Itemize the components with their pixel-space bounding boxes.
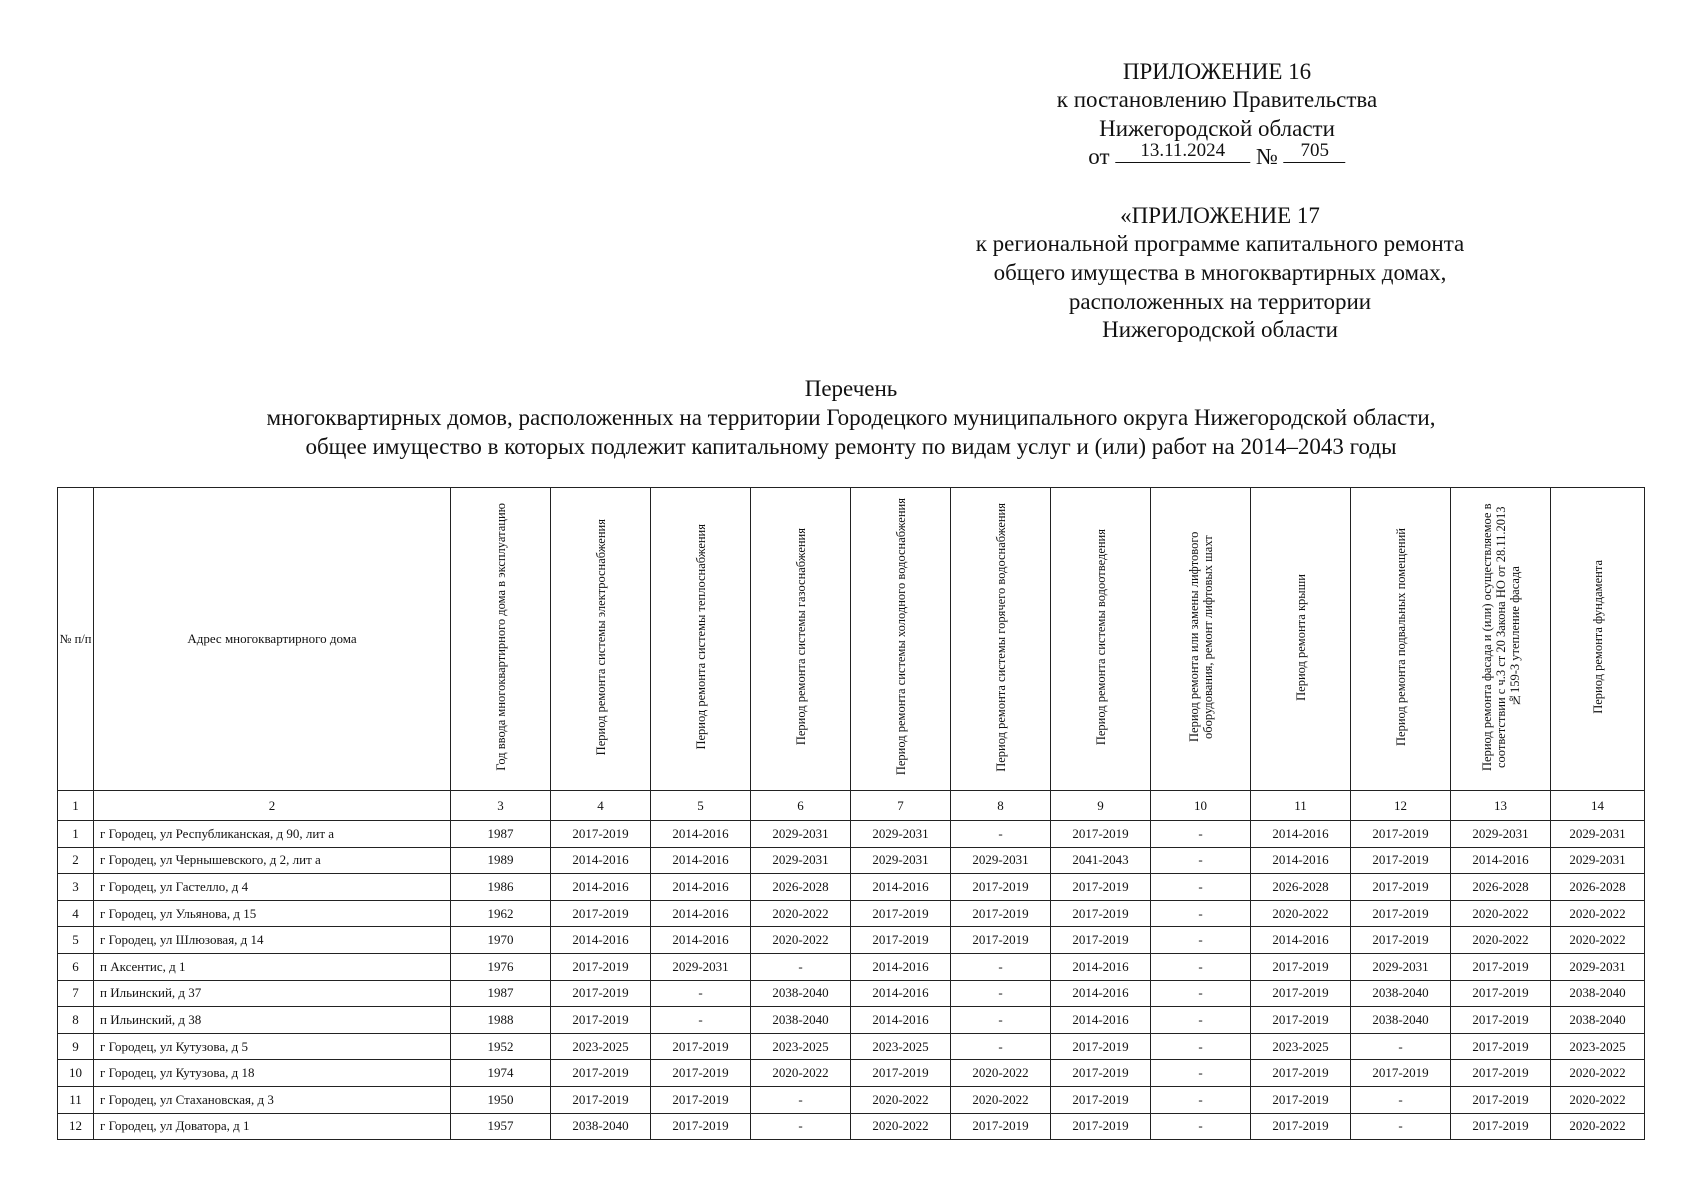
table-cell: 2017-2019	[951, 874, 1051, 901]
table-cell: 2020-2022	[851, 1086, 951, 1113]
address-cell: г Городец, ул Кутузова, д 18	[94, 1060, 451, 1087]
table-cell: 2038-2040	[751, 980, 851, 1007]
table-row	[58, 1086, 1645, 1113]
appendix-subtitle-line1: к постановлению Правительства	[1056, 87, 1378, 112]
table-cell: -	[1151, 1086, 1251, 1113]
table-cell: 1950	[451, 1086, 551, 1113]
table-cell: 1987	[451, 821, 551, 848]
address-cell: г Городец, ул Ульянова, д 15	[94, 900, 451, 927]
address-cell: г Городец, ул Гастелло, д 4	[94, 874, 451, 901]
address-cell: г Городец, ул Республиканская, д 90, лит а	[94, 821, 451, 848]
table-cell: 2029-2031	[751, 847, 851, 874]
column-number: 13	[1451, 791, 1551, 821]
table-cell: 2029-2031	[951, 847, 1051, 874]
table-cell: -	[1151, 900, 1251, 927]
address-cell: п Ильинский, д 38	[94, 1007, 451, 1034]
column-number: 5	[651, 791, 751, 821]
table-cell: -	[1351, 1033, 1451, 1060]
table-cell: 2017-2019	[1451, 1033, 1551, 1060]
table-cell: 2017-2019	[1251, 1086, 1351, 1113]
table-cell: -	[651, 980, 751, 1007]
header-facade	[1451, 488, 1551, 791]
table-cell: 2020-2022	[751, 1060, 851, 1087]
houses-table	[57, 487, 1645, 1140]
table-cell: 2014-2016	[851, 980, 951, 1007]
table-cell: -	[751, 953, 851, 980]
table-cell: -	[1351, 1086, 1451, 1113]
table-cell: 2017-2019	[1351, 900, 1451, 927]
table-cell: 2014-2016	[551, 927, 651, 954]
date-value: 13.11.2024	[1115, 140, 1250, 163]
table-cell: 1957	[451, 1113, 551, 1140]
table-cell: 2014-2016	[1251, 821, 1351, 848]
table-cell: 1989	[451, 847, 551, 874]
table-cell: 2017-2019	[1051, 874, 1151, 901]
table-cell: 1970	[451, 927, 551, 954]
table-cell: 2017-2019	[1451, 1007, 1551, 1034]
table-cell: 2023-2025	[851, 1033, 951, 1060]
table-cell: -	[1151, 1033, 1251, 1060]
table-cell: 2017-2019	[851, 900, 951, 927]
address-cell: г Городец, ул Доватора, д 1	[94, 1113, 451, 1140]
table-cell: 2014-2016	[851, 953, 951, 980]
table-cell: 2017-2019	[1051, 821, 1151, 848]
table-cell: 2017-2019	[951, 900, 1051, 927]
table-cell: 2014-2016	[851, 874, 951, 901]
table-cell: 2017-2019	[1051, 927, 1151, 954]
table-cell: 2014-2016	[1451, 847, 1551, 874]
table-cell: 2020-2022	[1451, 900, 1551, 927]
table-cell: 9	[58, 1033, 94, 1060]
header-electric-label: Период ремонта системы электроснабжения	[593, 518, 608, 756]
address-cell: г Городец, ул Чернышевского, д 2, лит а	[94, 847, 451, 874]
table-cell: 2041-2043	[1051, 847, 1151, 874]
table-cell: 2014-2016	[651, 821, 751, 848]
header-hot-water-label: Период ремонта системы горячего водоснабжения	[993, 502, 1008, 772]
table-cell: 2020-2022	[1451, 927, 1551, 954]
header-sewerage-label: Период ремонта системы водоотведения	[1093, 528, 1108, 746]
table-cell: 2038-2040	[551, 1113, 651, 1140]
table-body	[58, 821, 1645, 1140]
table-cell: 2017-2019	[1451, 953, 1551, 980]
table-cell: 2020-2022	[1551, 1086, 1645, 1113]
table-cell: -	[651, 1007, 751, 1034]
table-cell: -	[751, 1086, 851, 1113]
table-cell: 2029-2031	[1551, 847, 1645, 874]
table-cell: 2020-2022	[751, 927, 851, 954]
header-elevator-label: Период ремонта или замены лифтового оборудования, ремонт лифтовых шахт	[1186, 531, 1215, 743]
table-row	[58, 874, 1645, 901]
table-row	[58, 821, 1645, 848]
table-cell: -	[1151, 1007, 1251, 1034]
program-appendix-line5: Нижегородской области	[1102, 317, 1338, 342]
table-cell: 2017-2019	[1251, 1007, 1351, 1034]
address-cell: г Городец, ул Стахановская, д 3	[94, 1086, 451, 1113]
table-cell: 5	[58, 927, 94, 954]
table-cell: 1974	[451, 1060, 551, 1087]
column-numbers-row	[58, 791, 1645, 821]
table-cell: 2017-2019	[1451, 1113, 1551, 1140]
program-appendix-line3: общего имущества в многоквартирных домах,	[993, 260, 1447, 285]
header-facade-label: Период ремонта фасада и (или) осуществляемое в соответствии с ч.3 ст 20 Закона НО от 28.11.2013 №159-З утепление фасада	[1479, 503, 1522, 771]
address-cell: п Ильинский, д 37	[94, 980, 451, 1007]
table-cell: 2017-2019	[551, 1007, 651, 1034]
table-cell: 2017-2019	[1351, 874, 1451, 901]
table-cell: 1	[58, 821, 94, 848]
document-title-line3: общее имущество в которых подлежит капитальному ремонту по видам услуг и (или) работ на 2014–2043 годы	[305, 434, 1397, 459]
table-cell: 2029-2031	[1551, 953, 1645, 980]
table-cell: 2029-2031	[1551, 821, 1645, 848]
table-cell: 2020-2022	[751, 900, 851, 927]
table-cell: 2020-2022	[951, 1060, 1051, 1087]
column-number: 3	[451, 791, 551, 821]
table-cell: 2017-2019	[1351, 821, 1451, 848]
table-cell: 4	[58, 900, 94, 927]
table-cell: -	[1151, 847, 1251, 874]
header-electric	[551, 488, 651, 791]
table-cell: 2026-2028	[1251, 874, 1351, 901]
table-cell: 2017-2019	[551, 1086, 651, 1113]
table-cell: 2029-2031	[1451, 821, 1551, 848]
table-cell: 2017-2019	[551, 980, 651, 1007]
table-cell: 2014-2016	[551, 874, 651, 901]
table-cell: 2017-2019	[1051, 1113, 1151, 1140]
table-cell: 2014-2016	[651, 847, 751, 874]
table-cell: 2029-2031	[651, 953, 751, 980]
table-cell: 2014-2016	[651, 900, 751, 927]
table-cell: 2017-2019	[1251, 980, 1351, 1007]
column-number: 14	[1551, 791, 1645, 821]
header-basement	[1351, 488, 1451, 791]
header-gas-label: Период ремонта системы газоснабжения	[793, 528, 808, 746]
table-cell: 2017-2019	[1351, 847, 1451, 874]
table-cell: 2017-2019	[951, 1113, 1051, 1140]
table-cell: 2014-2016	[1251, 847, 1351, 874]
table-cell: -	[951, 980, 1051, 1007]
column-number: 1	[58, 791, 94, 821]
table-cell: -	[751, 1113, 851, 1140]
table-cell: -	[1151, 953, 1251, 980]
table-cell: 2020-2022	[1551, 1113, 1645, 1140]
table-row	[58, 1033, 1645, 1060]
table-cell: -	[951, 1007, 1051, 1034]
table-header-row	[58, 488, 1645, 791]
table-cell: 2017-2019	[551, 953, 651, 980]
table-cell: 2029-2031	[851, 821, 951, 848]
table-cell: 2	[58, 847, 94, 874]
column-number: 12	[1351, 791, 1451, 821]
table-cell: 2014-2016	[651, 927, 751, 954]
table-cell: 1976	[451, 953, 551, 980]
header-sewerage	[1051, 488, 1151, 791]
table-cell: -	[1151, 980, 1251, 1007]
header-cold-water-label: Период ремонта системы холодного водоснабжения	[893, 498, 908, 776]
table-row	[58, 927, 1645, 954]
table-cell: 2023-2025	[751, 1033, 851, 1060]
table-cell: 6	[58, 953, 94, 980]
header-number	[58, 488, 94, 791]
table-cell: 1962	[451, 900, 551, 927]
column-number: 2	[94, 791, 451, 821]
table-row	[58, 1007, 1645, 1034]
table-row	[58, 1113, 1645, 1140]
appendix-subtitle-line2: Нижегородской области	[1099, 116, 1335, 141]
table-cell: 2014-2016	[851, 1007, 951, 1034]
table-cell: -	[1151, 1113, 1251, 1140]
table-cell: 2017-2019	[651, 1033, 751, 1060]
table-cell: 2026-2028	[751, 874, 851, 901]
header-gas	[751, 488, 851, 791]
table-cell: 2017-2019	[551, 900, 651, 927]
header-heating-label: Период ремонта системы теплоснабжения	[693, 524, 708, 750]
table-cell: 2038-2040	[1351, 980, 1451, 1007]
table-cell: 2017-2019	[1451, 1060, 1551, 1087]
document-title	[0, 0, 1696, 470]
header-cold-water	[851, 488, 951, 791]
column-number: 7	[851, 791, 951, 821]
header-heating	[651, 488, 751, 791]
document-title-line2: многоквартирных домов, расположенных на территории Городецкого муниципального округа Нижегородской области,	[266, 405, 1436, 430]
table-row	[58, 847, 1645, 874]
table-cell: 1952	[451, 1033, 551, 1060]
table-cell: 2017-2019	[651, 1086, 751, 1113]
column-number: 10	[1151, 791, 1251, 821]
table-cell: 2020-2022	[951, 1086, 1051, 1113]
table-cell: 2017-2019	[1051, 1060, 1151, 1087]
appendix-title: ПРИЛОЖЕНИЕ 16	[1122, 59, 1312, 84]
column-number: 6	[751, 791, 851, 821]
table-cell: -	[1351, 1113, 1451, 1140]
address-cell: г Городец, ул Шлюзовая, д 14	[94, 927, 451, 954]
table-cell: 10	[58, 1060, 94, 1087]
table-cell: 2029-2031	[851, 847, 951, 874]
table-row	[58, 980, 1645, 1007]
table-cell: 2017-2019	[1051, 1033, 1151, 1060]
header-address	[94, 488, 451, 791]
table-cell: 2017-2019	[1251, 1113, 1351, 1140]
table-cell: 2038-2040	[751, 1007, 851, 1034]
program-appendix-line4: расположенных на территории	[1068, 289, 1372, 314]
table-cell: 2038-2040	[1351, 1007, 1451, 1034]
table-cell: -	[1151, 821, 1251, 848]
table-cell: 1987	[451, 980, 551, 1007]
table-cell: -	[1151, 1060, 1251, 1087]
table-cell: 2020-2022	[1251, 900, 1351, 927]
header-foundation-label: Период ремонта фундамента	[1590, 560, 1605, 714]
table-cell: 2017-2019	[1251, 953, 1351, 980]
header-foundation	[1551, 488, 1645, 791]
table-cell: 2014-2016	[1051, 1007, 1151, 1034]
table-cell: 2038-2040	[1551, 980, 1645, 1007]
program-appendix-title: «ПРИЛОЖЕНИЕ 17	[1120, 203, 1320, 228]
address-cell: г Городец, ул Кутузова, д 5	[94, 1033, 451, 1060]
table-cell: 2026-2028	[1451, 874, 1551, 901]
table-cell: 11	[58, 1086, 94, 1113]
table-cell: 2017-2019	[1451, 980, 1551, 1007]
table-cell: 2020-2022	[1551, 1060, 1645, 1087]
table-cell: 2017-2019	[551, 1060, 651, 1087]
table-cell: 2026-2028	[1551, 874, 1645, 901]
table-cell: 2017-2019	[1451, 1086, 1551, 1113]
table-cell: 2017-2019	[851, 927, 951, 954]
table-cell: 2029-2031	[751, 821, 851, 848]
column-number: 11	[1251, 791, 1351, 821]
table-cell: 2017-2019	[951, 927, 1051, 954]
table-cell: -	[1151, 927, 1251, 954]
header-hot-water	[951, 488, 1051, 791]
table-cell: 2014-2016	[551, 847, 651, 874]
column-number: 4	[551, 791, 651, 821]
table-cell: 12	[58, 1113, 94, 1140]
table-cell: 2020-2022	[851, 1113, 951, 1140]
table-cell: 2017-2019	[851, 1060, 951, 1087]
header-year-label: Год ввода многоквартирного дома в эксплуатацию	[493, 503, 508, 771]
header-basement-label: Период ремонта подвальных помещений	[1393, 528, 1408, 746]
header-number-label: № п/п	[59, 632, 92, 646]
table-cell: 2017-2019	[1051, 900, 1151, 927]
table-cell: 7	[58, 980, 94, 1007]
table-cell: 2014-2016	[1051, 980, 1151, 1007]
column-number: 8	[951, 791, 1051, 821]
table-cell: 2023-2025	[551, 1033, 651, 1060]
number-prefix: №	[1256, 144, 1278, 169]
document-title-line1: Перечень	[804, 376, 898, 401]
table-cell: -	[1151, 874, 1251, 901]
table-cell: 8	[58, 1007, 94, 1034]
table-cell: 2017-2019	[1051, 1086, 1151, 1113]
table-cell: 2023-2025	[1251, 1033, 1351, 1060]
table-cell: -	[951, 1033, 1051, 1060]
table-cell: 1988	[451, 1007, 551, 1034]
table-row	[58, 953, 1645, 980]
table-cell: 2029-2031	[1351, 953, 1451, 980]
table-cell: 2020-2022	[1551, 900, 1645, 927]
table-cell: 2017-2019	[551, 821, 651, 848]
table-cell: -	[951, 821, 1051, 848]
number-value: 705	[1284, 140, 1346, 163]
table-cell: 2017-2019	[1351, 927, 1451, 954]
table-cell: 2017-2019	[1351, 1060, 1451, 1087]
column-number: 9	[1051, 791, 1151, 821]
table-cell: 2038-2040	[1551, 1007, 1645, 1034]
table-cell: 3	[58, 874, 94, 901]
table-cell: 1986	[451, 874, 551, 901]
table-cell: 2020-2022	[1551, 927, 1645, 954]
header-address-label: Адрес многоквартирного дома	[187, 631, 357, 646]
table-cell: 2017-2019	[1251, 1060, 1351, 1087]
table-cell: 2014-2016	[651, 874, 751, 901]
header-elevator	[1151, 488, 1251, 791]
table-row	[58, 1060, 1645, 1087]
table-cell: -	[951, 953, 1051, 980]
header-roof-label: Период ремонта крыши	[1293, 573, 1308, 701]
date-prefix: от	[1088, 144, 1110, 169]
table-cell: 2014-2016	[1251, 927, 1351, 954]
header-roof	[1251, 488, 1351, 791]
table-row	[58, 900, 1645, 927]
address-cell: п Аксентис, д 1	[94, 953, 451, 980]
program-appendix-line2: к региональной программе капитального ремонта	[975, 231, 1465, 256]
table-cell: 2023-2025	[1551, 1033, 1645, 1060]
table-cell: 2017-2019	[651, 1060, 751, 1087]
table-cell: 2014-2016	[1051, 953, 1151, 980]
table-cell: 2017-2019	[651, 1113, 751, 1140]
header-year	[451, 488, 551, 791]
